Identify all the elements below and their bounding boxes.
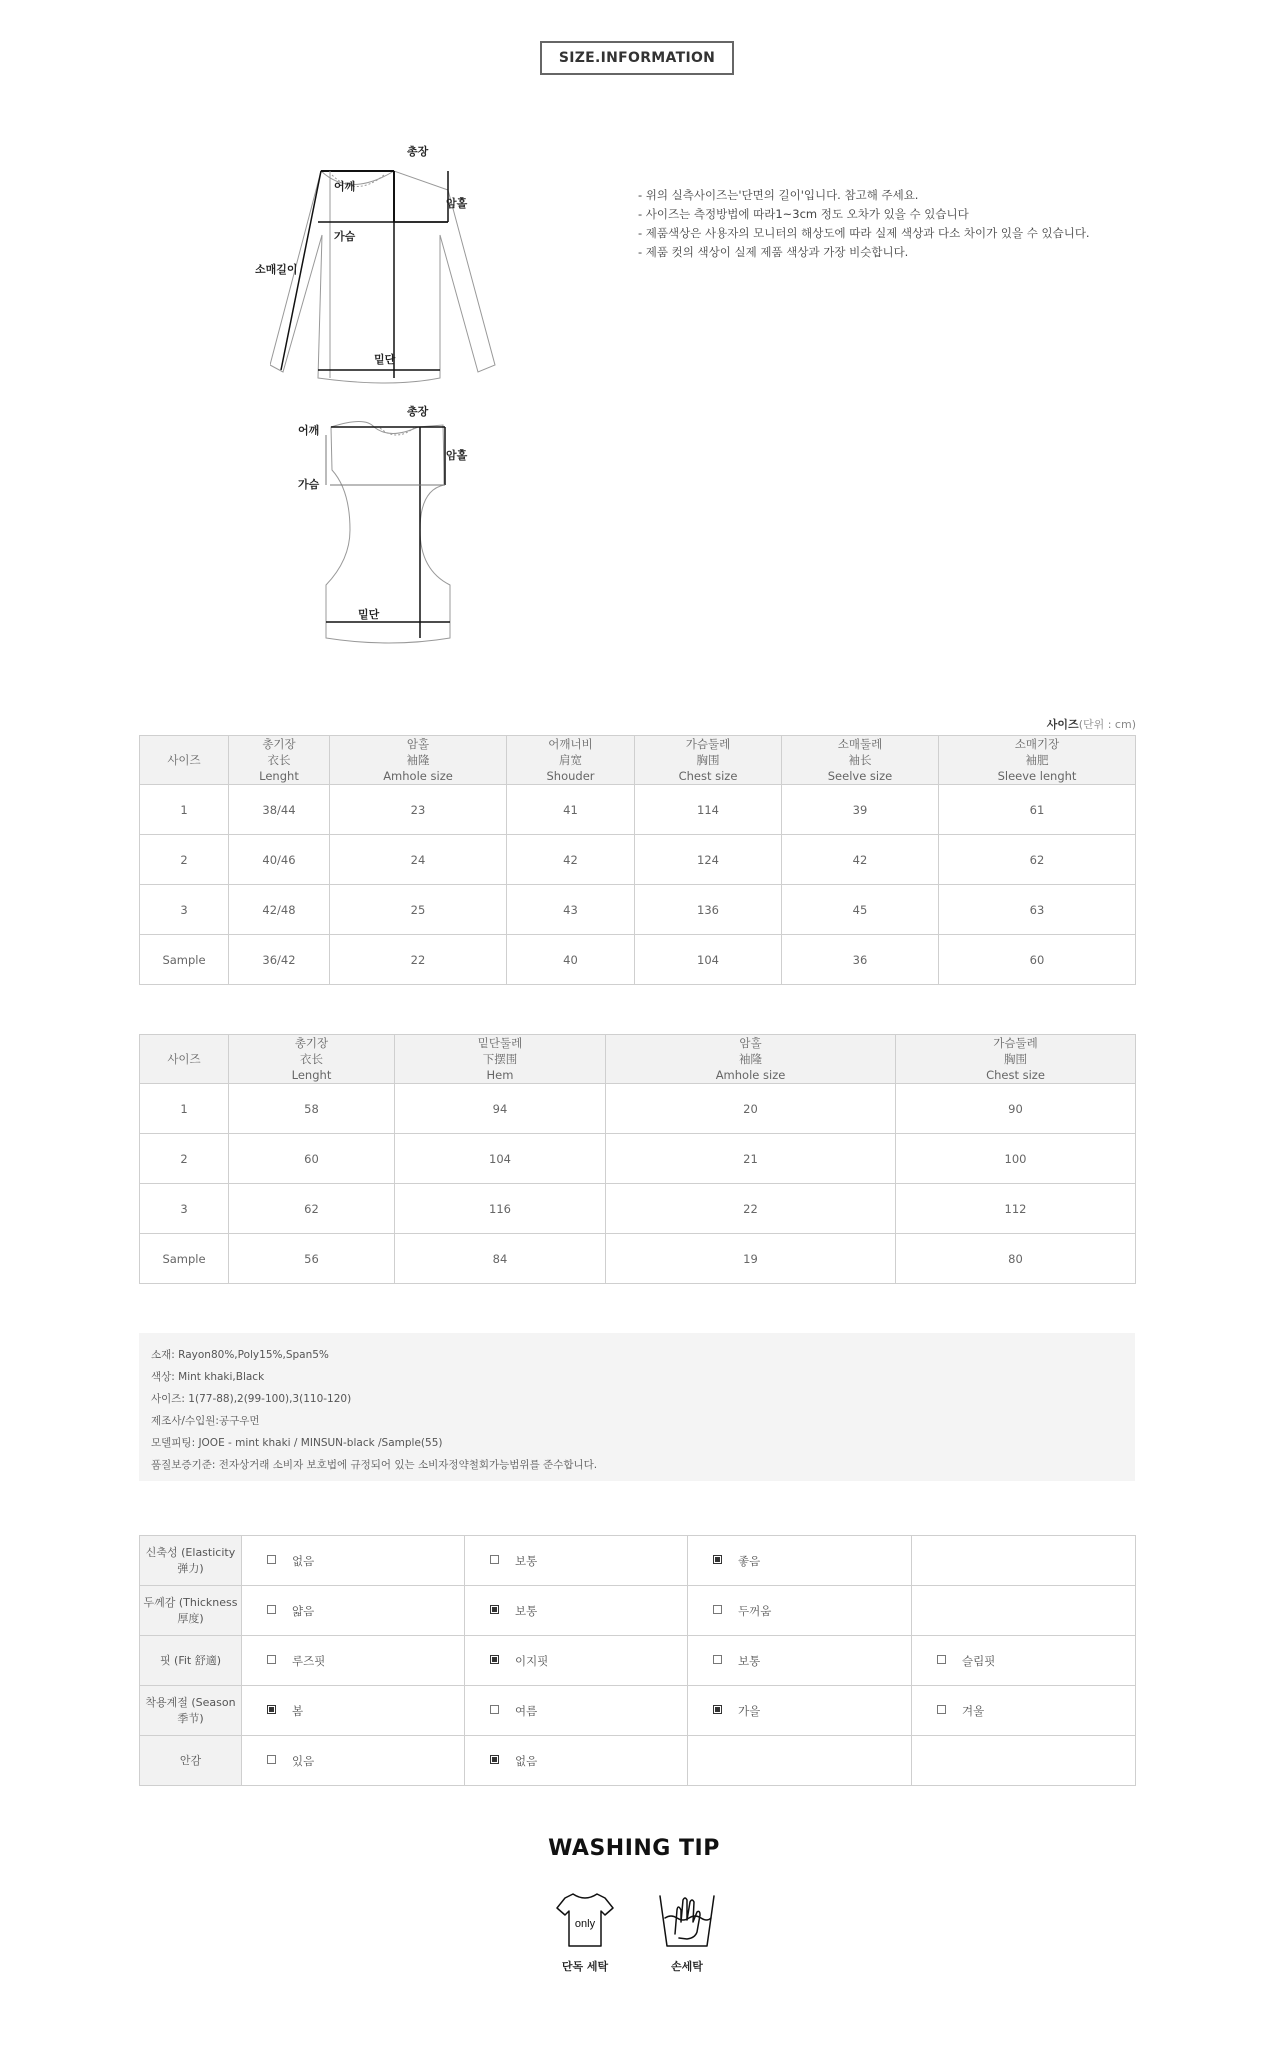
shirt-only-text: only [574,1918,596,1930]
table-cell: 42 [507,835,635,885]
diagram2-chest-label: 가슴 [298,478,320,491]
diagram1-chest-label: 가슴 [334,230,356,243]
col-size: 사이즈 [140,1035,229,1084]
option-cell[interactable] [465,1586,688,1636]
unit-label-detail: (단위 : cm) [1078,718,1136,731]
unit-label-size: 사이즈 [1046,718,1079,731]
feature-label: 신축성 (Elasticity 弹力) [140,1536,242,1586]
info-color: 색상: Mint khaki,Black [151,1371,265,1383]
col-armhole: 암홀 袖隆 Amhole size [330,736,507,785]
option-cell[interactable] [465,1636,688,1686]
info-model-fitting: 모델피팅: JOOE - mint khaki / MINSUN-black /Sample(55) [151,1437,443,1449]
table-row [140,1084,1136,1134]
note-line: - 사이즈는 측정방법에 따라1~3cm 정도 오차가 있을 수 있습니다 [638,207,969,221]
col-sleeve-width: 소매둘레 袖长 Seelve size [782,736,939,785]
diagram2-hem-label: 밑단 [358,608,380,621]
empty-cell [688,1736,912,1786]
table-cell: 22 [330,935,507,985]
checkbox-icon[interactable] [937,1655,946,1664]
diagram1-total-label: 총장 [407,145,429,158]
table-cell: 60 [939,935,1136,985]
checkbox-icon[interactable] [713,1605,722,1614]
option-label: 겨울 [962,1703,985,1718]
table-cell: 104 [635,935,782,985]
table-cell: 100 [896,1134,1136,1184]
table-row [140,935,1136,985]
table-row [140,1184,1136,1234]
option-label: 루즈핏 [292,1653,326,1668]
checkbox-checked-icon[interactable] [490,1755,499,1764]
diagram1-armhole-label: 암홀 [446,197,468,210]
table-cell: 112 [896,1184,1136,1234]
table-cell: 23 [330,785,507,835]
diagram1-hem-label: 밑단 [374,353,396,366]
option-label: 두꺼움 [738,1603,772,1618]
table-cell: 2 [140,1134,229,1184]
table-cell: 84 [395,1234,606,1284]
feature-row-elasticity [140,1536,1136,1586]
option-label: 보통 [515,1603,538,1618]
table-cell: 3 [140,885,229,935]
table-cell: 41 [507,785,635,835]
table-row [140,1234,1136,1284]
table-cell: 42 [782,835,939,885]
washing-tip-title: WASHING TIP [548,1836,720,1861]
table-cell: 56 [229,1234,395,1284]
table-cell: 22 [606,1184,896,1234]
table-cell: 58 [229,1084,395,1134]
checkbox-icon[interactable] [267,1555,276,1564]
checkbox-icon[interactable] [713,1655,722,1664]
table-cell: 61 [939,785,1136,835]
feature-label: 두께감 (Thickness 厚度) [140,1586,242,1636]
table-cell: 136 [635,885,782,935]
shirt-only-icon [555,1890,615,1952]
table-cell: 90 [896,1084,1136,1134]
table-cell: 1 [140,785,229,835]
diagram1-shoulder-label: 어깨 [334,180,356,193]
option-cell[interactable] [242,1636,465,1686]
table-cell: 63 [939,885,1136,935]
option-label: 이지핏 [515,1653,549,1668]
col-length: 총기장 衣长 Lenght [229,736,330,785]
feature-label: 착용계절 (Season 季节) [140,1686,242,1736]
checkbox-checked-icon[interactable] [713,1555,722,1564]
table-row [140,835,1136,885]
table-cell: 20 [606,1084,896,1134]
col-shoulder: 어깨너비 肩宽 Shouder [507,736,635,785]
table-cell: 36 [782,935,939,985]
checkbox-checked-icon[interactable] [490,1605,499,1614]
checkbox-icon[interactable] [490,1555,499,1564]
checkbox-icon[interactable] [267,1605,276,1614]
feature-label: 안감 [140,1736,242,1786]
option-cell[interactable] [688,1686,912,1736]
product-info-box [139,1333,1135,1481]
feature-row-season [140,1686,1136,1736]
diagram2-armhole-label: 암홀 [446,449,468,462]
info-quality-guarantee: 품질보증기준: 전자상거래 소비자 보호법에 규정되어 있는 소비자정약철회가능범위를 준수합니다. [151,1459,598,1471]
table-cell: 60 [229,1134,395,1184]
checkbox-checked-icon[interactable] [267,1705,276,1714]
checkbox-icon[interactable] [267,1755,276,1764]
option-cell[interactable] [242,1736,465,1786]
table-cell: 21 [606,1134,896,1184]
table-header-row [140,736,1136,785]
note-line: - 제품 컷의 색상이 실제 제품 색상과 가장 비슷합니다. [638,245,909,259]
table-cell: 94 [395,1084,606,1134]
table-cell: 62 [939,835,1136,885]
table-cell: 124 [635,835,782,885]
option-label: 좋음 [738,1553,761,1568]
option-cell[interactable] [465,1736,688,1786]
table-row [140,1134,1136,1184]
checkbox-icon[interactable] [267,1655,276,1664]
feature-row-fit [140,1636,1136,1686]
empty-cell [912,1536,1136,1586]
option-label: 없음 [292,1553,315,1568]
diagram2-shoulder-label: 어깨 [298,424,320,437]
option-cell[interactable] [465,1686,688,1736]
table-cell: 1 [140,1084,229,1134]
table-cell: 42/48 [229,885,330,935]
option-cell[interactable] [242,1536,465,1586]
diagram2-total-label: 총장 [407,405,429,418]
col-sleeve-length: 소매기장 袖肥 Sleeve lenght [939,736,1136,785]
option-label: 봄 [292,1703,304,1718]
table-header-row [140,1035,1136,1084]
table-cell: 116 [395,1184,606,1234]
option-label: 여름 [515,1703,538,1718]
wash-caption-separate: 단독 세탁 [561,1960,609,1973]
table-row [140,785,1136,835]
option-label: 없음 [515,1753,538,1768]
table-cell: 40 [507,935,635,985]
feature-table [139,1535,1136,1786]
table-cell: 25 [330,885,507,935]
table-cell: 62 [229,1184,395,1234]
option-label: 슬림핏 [962,1653,996,1668]
col-armhole: 암홀 袖隆 Amhole size [606,1035,896,1084]
table-cell: 2 [140,835,229,885]
table-cell: 39 [782,785,939,835]
option-label: 보통 [515,1553,538,1568]
note-line: - 위의 실측사이즈는'단면의 길이'입니다. 참고해 주세요. [638,188,919,202]
table-cell: 40/46 [229,835,330,885]
option-cell[interactable] [242,1586,465,1636]
table-cell: 36/42 [229,935,330,985]
col-hem: 밑단둘레 下摆围 Hem [395,1035,606,1084]
option-cell[interactable] [688,1586,912,1636]
checkbox-checked-icon[interactable] [713,1705,722,1714]
size-notes [638,187,1118,263]
checkbox-icon[interactable] [937,1705,946,1714]
table-cell: 19 [606,1234,896,1284]
feature-label: 핏 (Fit 舒適) [140,1636,242,1686]
table-cell: Sample [140,1234,229,1284]
col-size: 사이즈 [140,736,229,785]
info-material: 소재: Rayon80%,Poly15%,Span5% [151,1349,329,1361]
option-cell[interactable] [688,1536,912,1586]
option-cell[interactable] [242,1686,465,1736]
info-size: 사이즈: 1(77-88),2(99-100),3(110-120) [151,1393,352,1405]
option-cell[interactable] [465,1536,688,1586]
col-chest: 가슴둘레 胸围 Chest size [635,736,782,785]
size-table-top [139,735,1136,985]
table-row [140,885,1136,935]
option-label: 얇음 [292,1603,315,1618]
option-label: 보통 [738,1653,761,1668]
table-cell: Sample [140,935,229,985]
feature-row-thickness [140,1586,1136,1636]
table-cell: 45 [782,885,939,935]
sleeveless-diagram [320,410,470,650]
checkbox-checked-icon[interactable] [490,1655,499,1664]
wash-caption-hand: 손세탁 [671,1960,703,1973]
option-cell[interactable] [688,1636,912,1686]
table-cell: 38/44 [229,785,330,835]
option-cell[interactable] [912,1686,1136,1736]
page-title: SIZE.INFORMATION [540,41,734,75]
option-label: 가을 [738,1703,761,1718]
table-cell: 104 [395,1134,606,1184]
note-line: - 제품색상은 사용자의 모니터의 해상도에 따라 실제 색상과 다소 차이가 있을 수 있습니다. [638,226,1090,240]
unit-label [1047,716,1136,732]
feature-row-lining [140,1736,1136,1786]
col-chest: 가슴둘레 胸围 Chest size [896,1035,1136,1084]
table-cell: 24 [330,835,507,885]
empty-cell [912,1586,1136,1636]
info-manufacturer: 제조사/수입원:공구우먼 [151,1415,260,1427]
option-label: 있음 [292,1753,315,1768]
table-cell: 3 [140,1184,229,1234]
col-length: 총기장 衣长 Lenght [229,1035,395,1084]
empty-cell [912,1736,1136,1786]
table-cell: 43 [507,885,635,935]
table-cell: 114 [635,785,782,835]
diagram1-sleeve-label: 소매길이 [255,263,298,276]
size-table-bottom [139,1034,1136,1284]
table-cell: 80 [896,1234,1136,1284]
hand-wash-icon [657,1890,717,1952]
checkbox-icon[interactable] [490,1705,499,1714]
option-cell[interactable] [912,1636,1136,1686]
